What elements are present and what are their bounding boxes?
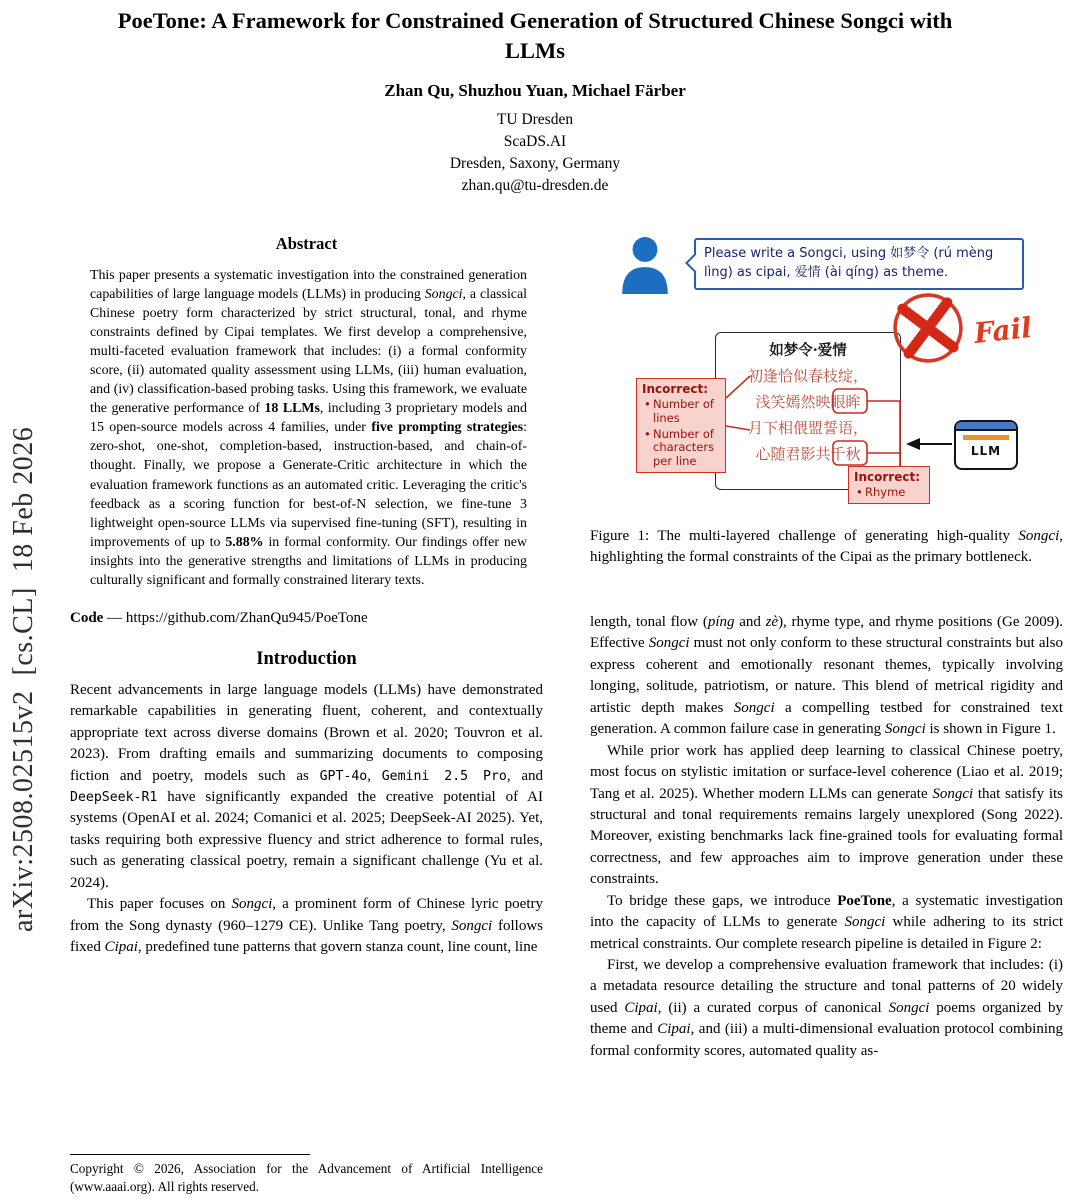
footnote-rule [70, 1154, 310, 1155]
poem-line: 初逢恰似春枝绽， [747, 367, 868, 385]
incorrect-item: • Number of lines [642, 398, 720, 426]
arxiv-watermark: arXiv:2508.02515v2 [cs.CL] 18 Feb 2026 [8, 426, 39, 932]
prompt-bubble [694, 238, 1024, 290]
poem-title: 如梦令·爱情 [769, 342, 847, 359]
figure-caption: Figure 1: The multi-layered challenge of generating high-quality Songci, highlighting the formal constraints of the Cipai as the primary bottleneck. [590, 528, 1063, 565]
prompt-text: Please write a Songci, using 如梦令 (rú mèng lìng) as cipai, 爱情 (ài qíng) as theme. [704, 246, 994, 280]
llm-icon-titlebar [956, 422, 1016, 431]
paper-authors: Zhan Qu, Shuzhou Yuan, Michael Färber [384, 80, 686, 100]
body-paragraph-4: First, we develop a comprehensive evaluation framework that includes: (i) a metadata resource detailing the structure and tonal patterns of 20 widely used Cipai, (ii) a curated corpus of canonical Songci poems organized by theme and Cipai, and (iii) a multi-dimensional evaluation protocol combining formal conformity scores, automated quality as- [590, 957, 1064, 1059]
incorrect-structure-box [636, 378, 726, 473]
copyright-footnote: Copyright © 2026, Association for the Advancement of Artificial Intelligence (www.aaai.org). All rights reserved. [70, 1161, 543, 1195]
abstract-text: This paper presents a systematic investigation into the constrained generation capabilities of large language models (LLMs) in producing Songci, a classical Chinese poetry form characterized by strict structural, tonal, and rhyme constraints defined by Cipai templates. We first develop a comprehensive, multi-faceted evaluation framework that includes: (i) a formal conformity score, (ii) automated quality assessment using LLMs, (iii) human evaluation, and (iv) classification-based probing tasks. Using this framework, we evaluate the generative performance of 18 LLMs, including 3 proprietary models and 15 open-source models across 4 families, under five prompting strategies: zero-shot, one-shot, completion-based, instruction-based, and chain-of-thought. Finally, we propose a Generate-Critic architecture in which the evaluation framework functions as an automated critic. Leveraging the critic's feedback as a scoring function for best-of-N selection, we fine-tune 3 lightweight open-source LLMs via supervised fine-tuning (SFT), resulting in improvements of up to 5.88% in formal conformity. Our findings offer new insights into the generative strengths and limitations of LLMs in producing culturally significant and formally constrained literary texts. [90, 268, 528, 588]
left-column [70, 228, 543, 1062]
llm-icon-label: LLM [970, 444, 1002, 458]
affiliation-line: TU Dresden [496, 110, 574, 128]
code-label: Code [70, 609, 104, 626]
paper-title: PoeTone: A Framework for Constrained Generation of Structured Chinese Songci with LLMs [117, 8, 953, 63]
incorrect-label: Incorrect: [642, 382, 708, 396]
intro-paragraph-1: Recent advancements in large language models (LLMs) have demonstrated remarkable capabilities in generating fluent, coherent, and contextually appropriate text across diverse domains (Brown et al. 2020; Touvron et al. 2023). From drafting emails and summarizing documents to composing fiction and poetry, models such as GPT-4o, Gemini 2.5 Pro, and DeepSeek-R1 have significantly expanded the creative potential of AI systems (OpenAI et al. 2024; Comanici et al. 2025; DeepSeek-AI 2025). Yet, tasks requiring both expressive fluency and strict adherence to formal rules, such as generating classical poetry, remain a significant challenge (Yu et al. 2024). [70, 681, 543, 891]
affiliation-line: ScaDS.AI [503, 132, 567, 150]
fail-x-icon [885, 285, 971, 371]
two-column-body [70, 228, 1063, 1062]
code-separator: — [103, 609, 126, 626]
poem-line: 浅笑嫣然映眼眸 [755, 393, 861, 411]
incorrect-rhyme-box [848, 466, 930, 504]
llm-icon [954, 420, 1018, 470]
author-email[interactable]: zhan.qu@tu-dresden.de [461, 176, 609, 194]
affiliation-block [0, 109, 1070, 197]
body-paragraph-3: To bridge these gaps, we introduce PoeTone, a systematic investigation into the capacity of LLMs to generate Songci while adhering to its strict metrical constraints. Our complete research pipeline is detailed in Figure 2: [590, 892, 1063, 952]
code-link[interactable]: https://github.com/ZhanQu945/PoeTone [125, 609, 368, 626]
body-paragraph-2: While prior work has applied deep learning to classical Chinese poetry, most focus on stylistic imitation or surface-level coherence (Liao et al. 2019; Tang et al. 2025). Whether modern LLMs can generate Songci that satisfy its structural and tonal requirements remains largely unexplored (Song 2022). Moreover, existing benchmarks lack fine-grained tools for evaluating formal correctness, and few approaches aim to improve generation under these constraints. [590, 742, 1063, 888]
poem-line: 月下相偎盟誓语， [747, 419, 868, 437]
incorrect-item: • Number of characters per line [642, 428, 720, 469]
incorrect-label: Incorrect: [854, 470, 920, 484]
affiliation-line: Dresden, Saxony, Germany [449, 154, 621, 172]
footnote-block [70, 1154, 543, 1196]
right-column [590, 228, 1063, 1062]
poem-line: 心随君影共千秋 [755, 445, 861, 463]
introduction-heading: Introduction [256, 648, 357, 669]
abstract-heading: Abstract [275, 234, 338, 253]
code-line [70, 610, 543, 627]
intro-paragraph-2: This paper focuses on Songci, a prominent form of Chinese lyric poetry from the Song dynasty (960–1279 CE). Unlike Tang poetry, Songci follows fixed Cipai, predefined tune patterns that govern stanza count, line count, line [70, 896, 544, 956]
incorrect-item: • Rhyme [854, 486, 924, 500]
figure-1 [590, 230, 1063, 512]
llm-icon-accent-bar [963, 435, 1009, 440]
user-icon [618, 236, 672, 294]
fail-label: Fail [972, 311, 1034, 350]
body-paragraph-1: length, tonal flow (píng and zè), rhyme type, and rhyme positions (Ge 2009). Effective Songci must not only conform to these structural constraints but also express coherent and emotionally resonant themes, typically involving longing, solitude, patriotism, or nature. This blend of metrical rigidity and artistic depth makes Songci a compelling testbed for constrained text generation. A common failure case in generating Songci is shown in Figure 1. [590, 614, 1063, 738]
